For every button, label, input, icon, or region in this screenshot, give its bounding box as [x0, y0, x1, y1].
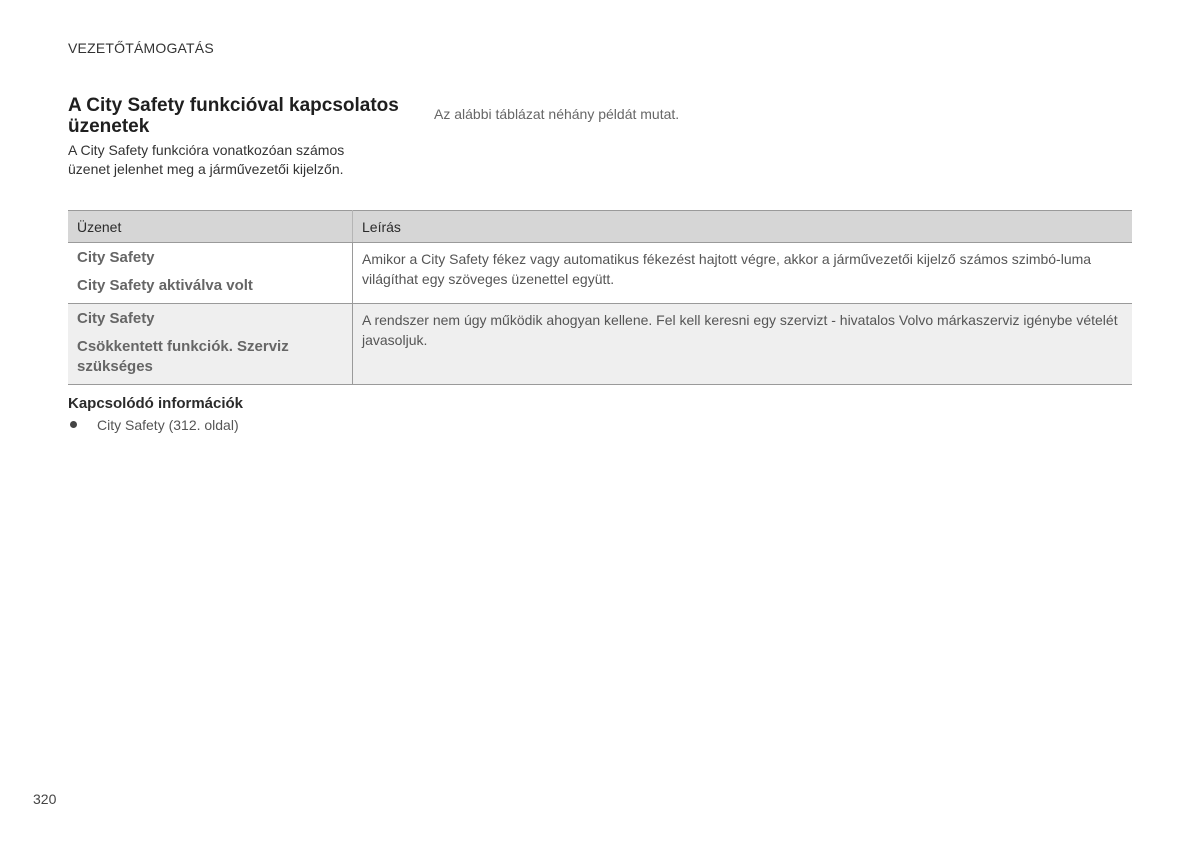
- bullet-icon: [70, 421, 77, 428]
- related-link-label: City Safety (312. oldal): [97, 417, 239, 433]
- column-header-description: Leírás: [353, 211, 1133, 243]
- table-header-row: [68, 211, 1132, 243]
- description-cell: Amikor a City Safety fékez vagy automatikus fékezést hajtott végre, akkor a járművezetői kijelző számos szimbó-luma világíthat egy szöveges üzenettel együtt.: [353, 243, 1133, 304]
- messages-table: [68, 210, 1132, 385]
- description-cell: A rendszer nem úgy működik ahogyan kellene. Fel kell keresni egy szervizt - hivatalos Volvo márkaszerviz igénybe vételét javasoljuk.: [353, 304, 1133, 385]
- page-number: 320: [33, 791, 57, 807]
- page-title: A City Safety funkcióval kapcsolatos üzenetek: [68, 95, 399, 137]
- table-intro-text: Az alábbi táblázat néhány példát mutat.: [434, 106, 680, 122]
- message-name: Csökkentett funkciók. Szerviz szükséges: [77, 338, 289, 375]
- message-name: City Safety: [77, 310, 155, 327]
- related-info-heading: Kapcsolódó információk: [68, 395, 244, 412]
- table-row: [68, 243, 1132, 304]
- column-header-message: Üzenet: [68, 211, 353, 243]
- message-name: City Safety aktiválva volt: [77, 277, 253, 294]
- message-cell: [68, 243, 353, 304]
- intro-text: A City Safety funkcióra vonatkozóan számos üzenet jelenhet meg a járművezetői kijelzőn.: [68, 142, 345, 177]
- related-link-city-safety[interactable]: [68, 416, 239, 434]
- message-name: City Safety: [77, 249, 155, 266]
- table-row: [68, 304, 1132, 385]
- related-info-list: [68, 416, 239, 434]
- message-cell: [68, 304, 353, 385]
- section-header: VEZETŐTÁMOGATÁS: [68, 40, 214, 56]
